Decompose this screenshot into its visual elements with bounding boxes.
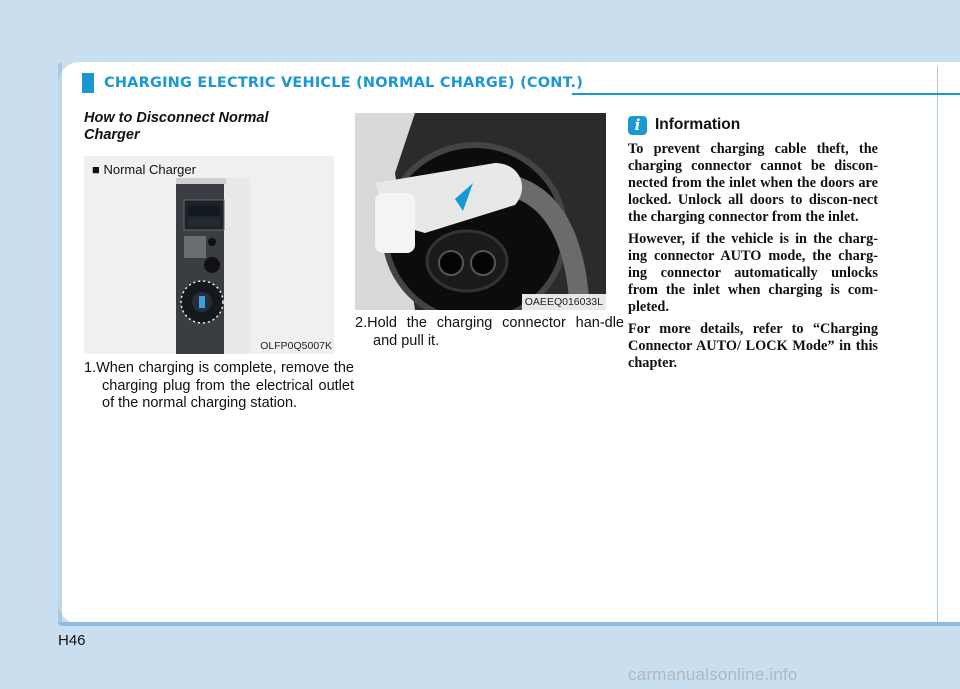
information-header [628, 114, 878, 136]
normal-charger-figure [84, 156, 334, 354]
step-1: 1.When charging is complete, remove the charging plug from the electrical outlet of the normal charging station. [84, 360, 354, 411]
info-icon: i [628, 116, 647, 135]
charger-station-illustration [84, 156, 334, 354]
information-paragraph: However, if the vehicle is in the charg-ing connector AUTO mode, the charg-ing connector automatically unlocks from the inlet when charging is com-pleted. [628, 231, 878, 315]
right-margin-line [937, 66, 938, 622]
page-number: H46 [58, 632, 86, 649]
figure-code: OAEEQ016033L [522, 294, 606, 310]
watermark: carmanualsonline.info [628, 665, 798, 684]
section-title: CHARGING ELECTRIC VEHICLE (NORMAL CHARGE) (CONT.) [104, 75, 584, 91]
information-paragraph: For more details, refer to “Charging Connector AUTO/ LOCK Mode” in this chapter. [628, 321, 878, 371]
subheading: How to Disconnect Normal Charger [84, 110, 269, 143]
section-header [82, 72, 583, 94]
information-paragraph: To prevent charging cable theft, the charging connector cannot be discon-nected from the inlet when the doors are locked. Unlock all doors to discon-nect the charging connector from the inlet. [628, 141, 878, 225]
information-title: Information [655, 116, 741, 133]
sheet-left-border [58, 62, 62, 624]
charging-connector-illustration [355, 113, 606, 310]
figure-code: OLFP0Q5007K [260, 340, 332, 352]
connector-photo [355, 113, 606, 310]
figure-caption: ■ Normal Charger [92, 162, 196, 177]
step-2: 2.Hold the charging connector han-dle and pull it. [355, 315, 624, 349]
sheet-bottom-border [58, 622, 960, 626]
header-accent-bar [82, 73, 94, 93]
header-rule [572, 93, 960, 95]
left-column [84, 110, 336, 144]
information-box [628, 114, 878, 372]
